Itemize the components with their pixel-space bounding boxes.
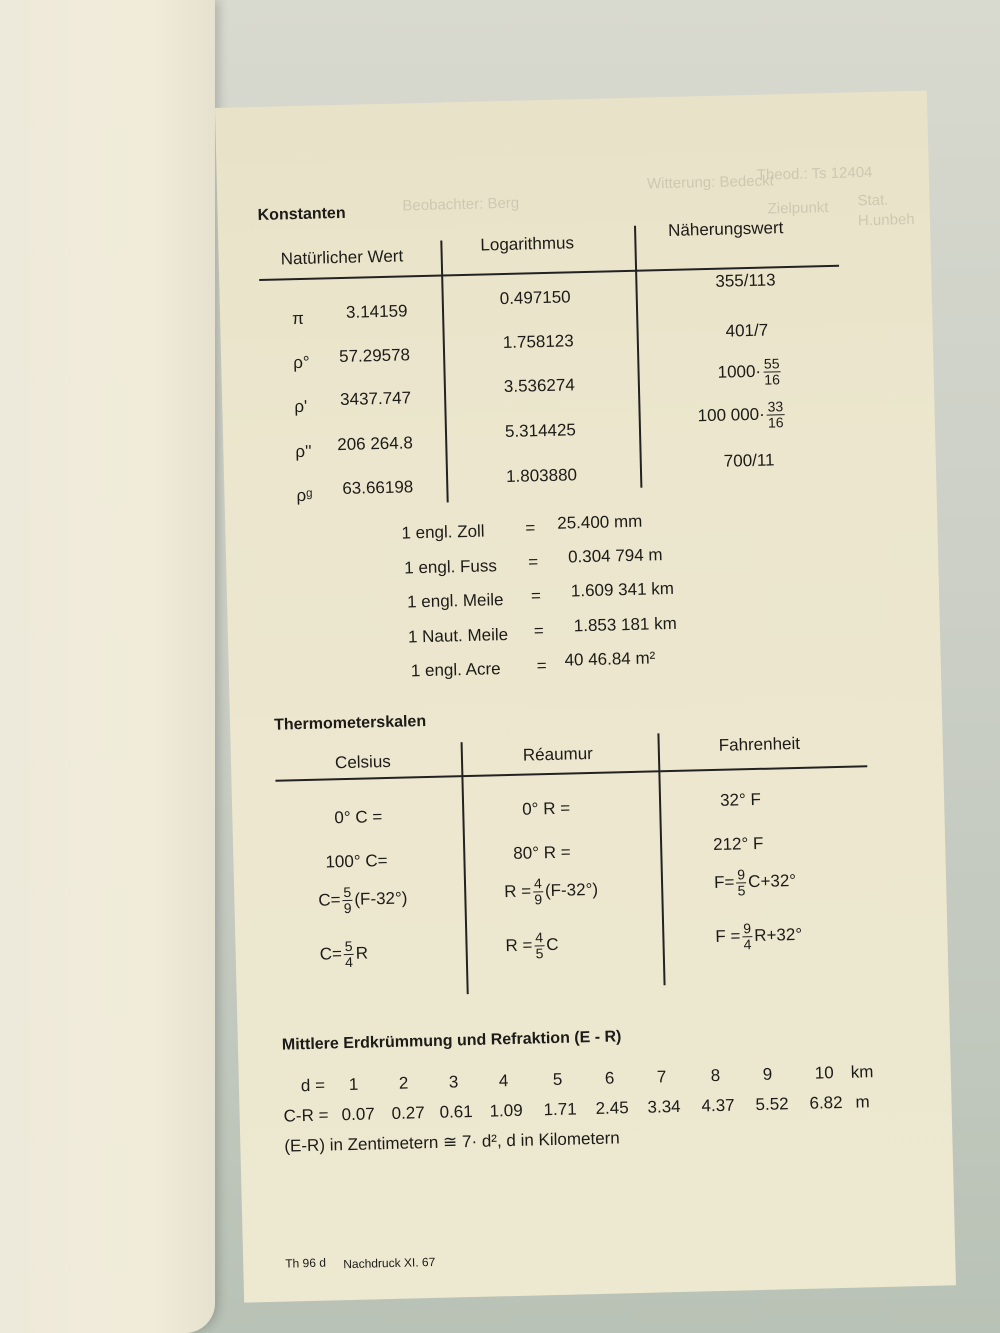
correction-value: 6.82 (809, 1092, 843, 1113)
constant-symbol: ρ° (293, 352, 310, 373)
constants-title: Konstanten (257, 204, 346, 224)
correction-value: 3.34 (647, 1096, 681, 1117)
thermo-reaumur-cell: 80° R = (513, 842, 571, 863)
fraction-denominator: 9 (534, 891, 543, 908)
ghost-header-h: H.unbeh (857, 210, 915, 230)
ghost-header-zielpunkt: Zielpunkt (767, 199, 829, 218)
fraction-denominator: 16 (764, 371, 781, 388)
constants-header-natural: Natürlicher Wert (280, 246, 404, 269)
conversion-value: 25.400 mm (557, 511, 643, 533)
fraction-numerator: 9 (736, 866, 746, 883)
distance-value: 2 (398, 1073, 409, 1093)
formula-prefix: F = (715, 926, 741, 947)
conversion-unit: 1 engl. Zoll (401, 521, 485, 543)
formula-prefix: R = (504, 881, 532, 902)
formula-prefix: C= (319, 944, 343, 964)
constant-value: 206 264.8 (337, 433, 414, 455)
conversion-value: 0.304 794 m (567, 545, 663, 567)
constant-symbol: ρ'' (295, 441, 312, 462)
constant-value: 3.14159 (345, 301, 408, 322)
fraction-numerator: 5 (344, 937, 353, 955)
fraction-denominator: 9 (343, 899, 352, 917)
thermo-reaumur-cell: 0° R = (521, 798, 571, 819)
ghost-header-stat: Stat. (857, 191, 889, 210)
distance-value: 10 (814, 1063, 834, 1083)
distance-value: 4 (498, 1071, 509, 1091)
constant-value: 3437.747 (339, 388, 412, 410)
celsius-formula-2 (319, 939, 368, 971)
constant-log: 1.803880 (505, 465, 578, 486)
approx-prefix: 100 000 (697, 404, 760, 426)
fraction-numerator: 4 (535, 929, 544, 946)
approx-fraction (766, 399, 784, 430)
constant-log: 1.758123 (502, 331, 574, 353)
thermo-fahrenheit-cell: 212° F (712, 833, 764, 855)
thermo-celsius-cell: 0° C = (334, 807, 383, 828)
formula-fraction (342, 885, 353, 916)
distance-value: 6 (604, 1068, 615, 1088)
formula-suffix: C (546, 934, 559, 955)
fraction-numerator: 55 (763, 355, 780, 372)
conversion-unit: 1 Naut. Meile (407, 624, 509, 647)
thermo-divider-1 (461, 742, 469, 994)
formula-suffix: (F-32°) (354, 888, 408, 909)
conversion-unit: 1 engl. Fuss (404, 556, 498, 578)
formula-suffix: R+32° (753, 924, 803, 946)
thermo-header-fahrenheit: Fahrenheit (718, 733, 801, 755)
constant-log: 3.536274 (503, 375, 576, 397)
correction-value: 2.45 (595, 1098, 629, 1118)
fraction-denominator: 4 (344, 953, 354, 971)
constant-value: 57.29578 (338, 345, 411, 367)
ghost-header-witterung: Witterung: Bedeckt (646, 172, 774, 193)
constant-approx: 1000· $\frac{55}{16}$ (717, 355, 781, 388)
fraction-numerator: 33 (767, 398, 784, 415)
distance-unit: km (850, 1062, 874, 1082)
fraction-denominator: 5 (737, 882, 746, 899)
constant-approx: 401/7 (725, 320, 769, 341)
curvature-note: (E-R) in Zentimetern ≅ 7· d², d in Kilometern (284, 1128, 620, 1156)
fraction-denominator: 5 (535, 945, 544, 962)
formula-fraction (533, 876, 544, 907)
constant-log: 0.497150 (499, 287, 571, 309)
formula-suffix: (F-32°) (544, 879, 599, 901)
constants-header-approx: Näherungswert (667, 218, 784, 240)
formula-fraction (344, 939, 355, 970)
fraction-numerator: 5 (343, 883, 352, 901)
approx-fraction (763, 356, 781, 387)
thermo-title: Thermometerskalen (273, 713, 427, 734)
formula-fraction (534, 930, 545, 961)
conversion-eq: = (530, 586, 542, 606)
constants-divider-1 (440, 240, 448, 502)
correction-unit: m (855, 1092, 870, 1112)
fraction-numerator: 4 (533, 875, 542, 892)
constants-header-log: Logarithmus (480, 233, 575, 255)
fraction-denominator: 4 (743, 936, 752, 953)
fahrenheit-formula-1 (714, 866, 797, 899)
fraction-numerator: 9 (743, 920, 752, 937)
book-page (215, 91, 956, 1303)
constant-approx: 100 000· $\frac{33}{16}$ (697, 398, 784, 431)
conversion-value: 1.609 341 km (570, 578, 675, 601)
distance-label: d = (300, 1075, 326, 1096)
distance-value: 1 (348, 1074, 359, 1095)
constant-approx: 355/113 (715, 270, 776, 291)
distance-value: 7 (656, 1067, 667, 1087)
correction-value: 5.52 (755, 1094, 789, 1115)
fraction-denominator: 16 (767, 414, 784, 431)
distance-value: 8 (710, 1065, 721, 1086)
reaumur-formula-1 (504, 875, 599, 908)
constant-log: 5.314425 (504, 420, 577, 442)
thermo-header-reaumur: Réaumur (522, 743, 594, 765)
fahrenheit-formula-2 (715, 920, 802, 953)
ghost-header-theod: Theod.: Ts 12404 (756, 163, 873, 184)
conversion-unit: 1 engl. Meile (406, 590, 504, 612)
conversion-unit: 1 engl. Acre (410, 659, 501, 681)
formula-fraction (742, 921, 753, 952)
approx-prefix: 1000 (717, 361, 756, 382)
conversion-value: 1.853 181 km (573, 613, 677, 636)
formula-prefix: F= (713, 872, 735, 893)
book-cover (0, 0, 215, 1333)
constant-approx: 700/11 (723, 450, 775, 471)
conversion-eq: = (527, 552, 539, 572)
correction-label: C-R = (283, 1105, 329, 1126)
formula-prefix: R = (505, 935, 533, 956)
footer-code: Th 96 d (285, 1255, 327, 1271)
conversion-value: 40 46.84 m² (564, 648, 656, 670)
thermo-celsius-cell: 100° C= (325, 851, 388, 872)
celsius-formula-1 (318, 884, 408, 917)
conversion-eq: = (533, 621, 545, 641)
correction-value: 0.27 (391, 1103, 425, 1123)
formula-prefix: C= (318, 890, 341, 910)
constant-symbol: ρᵍ (296, 485, 313, 506)
constant-value: 63.66198 (342, 477, 414, 498)
distance-value: 9 (762, 1064, 773, 1084)
correction-value: 1.09 (489, 1100, 523, 1121)
conversion-eq: = (536, 656, 547, 676)
thermo-fahrenheit-cell: 32° F (719, 789, 762, 810)
constants-divider-2 (634, 226, 642, 488)
distance-value: 5 (552, 1069, 563, 1090)
formula-suffix: C+32° (747, 871, 797, 892)
distance-value: 3 (448, 1072, 459, 1092)
constant-symbol: ρ' (294, 396, 308, 417)
formula-suffix: R (355, 943, 369, 963)
correction-value: 1.71 (543, 1099, 577, 1120)
curvature-title: Mittlere Erdkrümmung und Refraktion (E - R) (281, 1028, 622, 1054)
ghost-header-beobachter: Beobachter: Berg (402, 194, 520, 215)
footer-reprint: Nachdruck XI. 67 (343, 1254, 436, 1272)
correction-value: 4.37 (701, 1095, 735, 1116)
reaumur-formula-2 (505, 930, 559, 962)
correction-value: 0.61 (439, 1102, 473, 1122)
constant-symbol: π (291, 308, 305, 329)
formula-fraction (736, 867, 747, 898)
thermo-header-celsius: Celsius (334, 751, 391, 773)
correction-value: 0.07 (341, 1104, 375, 1125)
conversion-eq: = (525, 518, 536, 538)
